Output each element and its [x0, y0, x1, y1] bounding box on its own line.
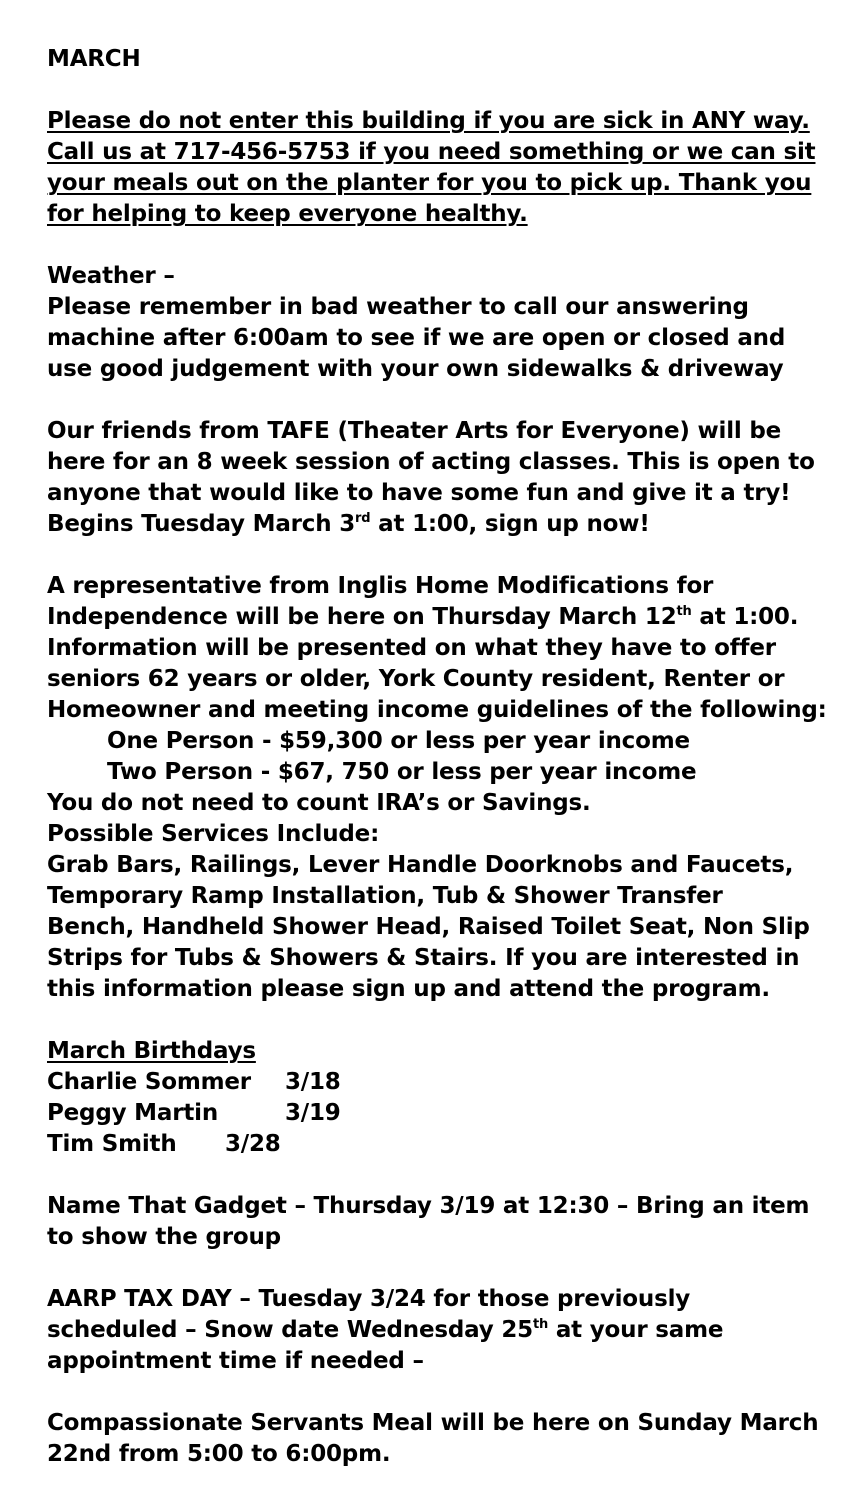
tafe-line: anyone that would like to have some fun and give it a try!: [47, 480, 791, 506]
weather-section: [47, 261, 844, 385]
aarp-line: AARP TAX DAY – Tuesday 3/24 for those previously: [47, 1286, 691, 1312]
birthday-date: 3/18: [285, 1069, 341, 1095]
inglis-line: this information please sign up and attend the program.: [47, 976, 770, 1002]
inglis-line: seniors 62 years or older, York County resident, Renter or: [47, 666, 785, 692]
meal-line: 22nd from 5:00 to 6:00pm.: [47, 1441, 391, 1467]
sick-notice-line: Please do not enter this building if you are sick in ANY way.: [47, 108, 810, 134]
gadget-line: Name That Gadget – Thursday 3/19 at 12:30 – Bring an item: [47, 1193, 810, 1219]
sick-notice-line: Call us at 717-456-5753 if you need something or we can sit: [47, 139, 816, 165]
aarp-line: scheduled – Snow date Wednesday 25th at your same: [47, 1317, 724, 1343]
inglis-line: Temporary Ramp Installation, Tub & Shower Transfer: [47, 883, 723, 909]
birthday-name: Peggy Martin: [47, 1100, 218, 1126]
income-guideline: One Person - $59,300 or less per year income: [107, 728, 690, 754]
inglis-line: You do not need to count IRA’s or Savings.: [47, 790, 591, 816]
birthday-date: 3/19: [285, 1100, 341, 1126]
birthday-name: Tim Smith: [47, 1131, 177, 1157]
birthday-row: [47, 1098, 844, 1129]
weather-heading: Weather –: [47, 263, 175, 289]
inglis-line: Strips for Tubs & Showers & Stairs. If you are interested in: [47, 945, 800, 971]
inglis-line: Homeowner and meeting income guidelines of the following:: [47, 697, 827, 723]
income-guideline: Two Person - $67, 750 or less per year income: [107, 759, 697, 785]
inglis-line: Possible Services Include:: [47, 821, 380, 847]
tafe-line: Our friends from TAFE (Theater Arts for Everyone) will be: [47, 418, 782, 444]
aarp-section: [47, 1284, 844, 1377]
sick-notice-line: your meals out on the planter for you to pick up. Thank you: [47, 170, 812, 196]
gadget-section: [47, 1191, 844, 1253]
sick-notice: [47, 106, 844, 230]
inglis-line: Grab Bars, Railings, Lever Handle Doorknobs and Faucets,: [47, 852, 794, 878]
tafe-line: Begins Tuesday March 3rd at 1:00, sign up now!: [47, 511, 650, 537]
birthdays-section: [47, 1036, 844, 1160]
tafe-section: [47, 416, 844, 540]
weather-line: Please remember in bad weather to call our answering: [47, 294, 749, 320]
inglis-line: A representative from Inglis Home Modifications for: [47, 573, 714, 599]
birthday-date: 3/28: [225, 1131, 281, 1157]
tafe-line: here for an 8 week session of acting classes. This is open to: [47, 449, 815, 475]
inglis-section: [47, 571, 844, 1005]
weather-line: machine after 6:00am to see if we are open or closed and: [47, 325, 786, 351]
birthday-row: [47, 1067, 844, 1098]
gadget-line: to show the group: [47, 1224, 281, 1250]
inglis-line: Bench, Handheld Shower Head, Raised Toilet Seat, Non Slip: [47, 914, 810, 940]
aarp-line: appointment time if needed –: [47, 1348, 424, 1374]
birthday-row: [47, 1129, 844, 1160]
inglis-line: Information will be presented on what they have to offer: [47, 635, 776, 661]
meal-section: [47, 1408, 844, 1470]
birthdays-heading: March Birthdays: [47, 1038, 256, 1064]
sick-notice-line: for helping to keep everyone healthy.: [47, 201, 528, 227]
birthday-name: Charlie Sommer: [47, 1069, 251, 1095]
page-title: MARCH: [47, 46, 141, 72]
meal-line: Compassionate Servants Meal will be here on Sunday March: [47, 1410, 819, 1436]
inglis-line: Independence will be here on Thursday March 12th at 1:00.: [47, 604, 799, 630]
weather-line: use good judgement with your own sidewalks & driveway: [47, 356, 784, 382]
